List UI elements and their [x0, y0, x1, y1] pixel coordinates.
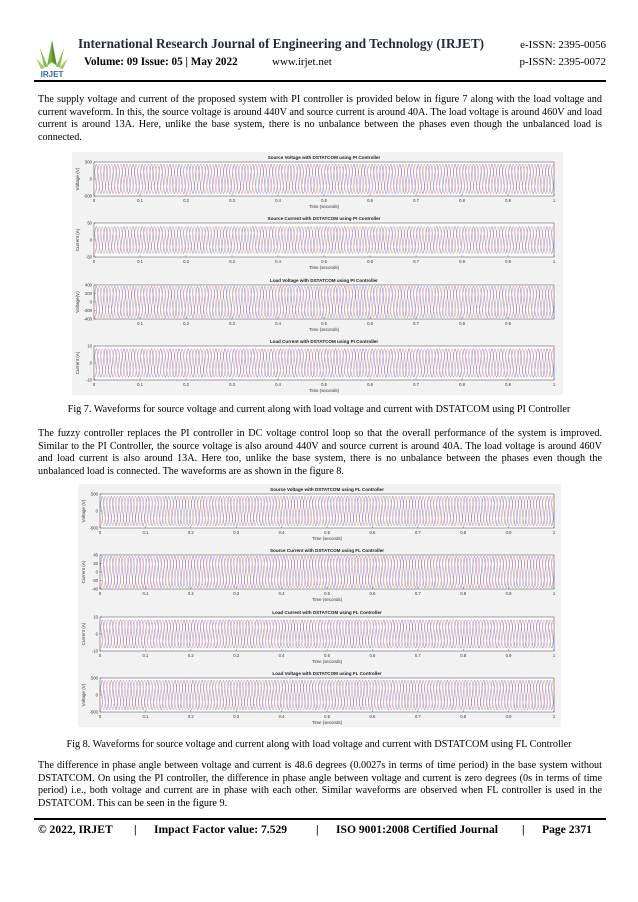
x-tick-label: 0.2	[183, 382, 189, 387]
x-tick-label: 1	[552, 653, 556, 658]
x-tick-label: 0.7	[413, 198, 419, 203]
x-tick-label: 0.5	[324, 714, 330, 719]
y-tick-label: -50	[85, 254, 92, 260]
x-tick-label: 0.9	[505, 591, 512, 596]
y-axis-label: Voltage (V)	[81, 683, 86, 707]
x-tick-label: 0.6	[369, 714, 376, 719]
y-tick-label: 0	[89, 176, 92, 182]
chart-title: Source Voltage with DSTATCOM using FL Controller	[270, 487, 384, 492]
x-axis-label: Time (seconds)	[308, 204, 340, 209]
y-tick-label: 0	[95, 631, 98, 637]
x-tick-label: 0.2	[183, 321, 189, 326]
x-tick-label: 0.3	[229, 198, 235, 203]
header-rule	[34, 80, 606, 82]
eissn: e-ISSN: 2395-0056	[520, 39, 606, 51]
x-tick-label: 0.3	[233, 714, 240, 719]
x-tick-label: 0.3	[233, 530, 240, 535]
x-tick-label: 0.6	[367, 382, 373, 387]
y-axis-label: Current (A)	[75, 228, 80, 252]
x-tick-label: 0.6	[369, 530, 376, 535]
x-tick-label: 0.4	[278, 714, 285, 719]
x-tick-label: 0.4	[275, 259, 281, 264]
y-tick-label: 0	[95, 508, 98, 514]
x-tick-label: 0.8	[459, 259, 465, 264]
x-tick-label: 0	[98, 591, 102, 596]
x-tick-label: 1	[552, 382, 556, 387]
chart-title: Load Current with DSTATCOM using FL Controller	[272, 610, 382, 615]
figure-8-plots	[78, 484, 561, 727]
y-tick-label: 0	[95, 692, 98, 698]
x-tick-label: 0.2	[187, 591, 194, 596]
x-tick-label: 0.5	[321, 259, 327, 264]
x-tick-label: 0.8	[460, 530, 467, 535]
chart-panel	[81, 548, 556, 602]
x-tick-label: 0.7	[414, 530, 421, 535]
x-tick-label: 0.6	[367, 321, 373, 326]
y-axis-label: Current (A)	[75, 351, 80, 375]
x-tick-label: 0.3	[233, 653, 240, 658]
x-axis-label: Time (seconds)	[311, 720, 343, 725]
x-tick-label: 1	[552, 530, 556, 535]
x-tick-label: 0.2	[187, 530, 194, 535]
y-tick-label: 500	[85, 159, 92, 165]
x-tick-label: 0.7	[414, 653, 421, 658]
y-tick-label: -500	[89, 709, 98, 715]
x-tick-label: 0.9	[505, 653, 512, 658]
paragraph-1: The supply voltage and current of the proposed system with PI controller is provided below in figure 7 along with the load voltage and current waveform. In this, the source voltage is around 440V and source current is around 40A. The load voltage is around 460V and load current is around 13A. Here, unlike the base system, there is no unbalance between the phases even though the unbalanced load is connected.	[38, 94, 602, 143]
x-tick-label: 0.8	[460, 591, 467, 596]
y-tick-label: -10	[85, 377, 92, 383]
footer-rule	[34, 818, 606, 820]
y-tick-label: -500	[89, 525, 98, 531]
x-tick-label: 0.1	[142, 653, 149, 658]
x-tick-label: 0.3	[229, 259, 235, 264]
y-tick-label: 200	[85, 291, 92, 296]
x-tick-label: 0.5	[324, 653, 330, 658]
x-tick-label: 1	[552, 714, 556, 719]
footer-separator: |	[316, 823, 319, 836]
x-tick-label: 0	[98, 530, 102, 535]
footer-copyright: © 2022, IRJET	[38, 823, 113, 836]
x-tick-label: 0.5	[324, 530, 330, 535]
x-tick-label: 0.4	[278, 653, 285, 658]
paragraph-2: The fuzzy controller replaces the PI controller in DC voltage control loop so that the overall performance of the system is improved. Similar to the PI Controller, the source voltage is also around 440V and source current is around 40A. The load voltage is around 460V and load current is also around 13A. Here too, unlike the base system, there is no unbalance between the phases even though the unbalanced load is connected. The waveforms are as shown in the figure 8.	[38, 428, 602, 477]
footer-separator: |	[134, 823, 137, 836]
y-axis-label: Voltage (V)	[75, 167, 80, 191]
x-tick-label: 0.8	[460, 714, 467, 719]
y-tick-label: 400	[85, 282, 92, 288]
x-tick-label: 0.9	[505, 259, 511, 264]
journal-website[interactable]: www.irjet.net	[272, 56, 332, 68]
figure-8	[78, 484, 561, 727]
pissn: p-ISSN: 2395-0072	[519, 56, 606, 68]
x-tick-label: 0.5	[321, 321, 327, 326]
chart-panel	[75, 216, 556, 270]
figure-7-plots	[72, 152, 563, 395]
logo-text: IRJET	[40, 70, 64, 78]
footer-page-number: Page 2371	[542, 823, 592, 836]
y-tick-label: -10	[91, 648, 98, 654]
chart-panel	[75, 339, 556, 393]
chart-title: Load Current with DSTATCOM using PI Controller	[269, 339, 379, 344]
chart-panel	[75, 278, 554, 332]
chart-title: Source Voltage with DSTATCOM using PI Controller	[267, 155, 381, 160]
x-tick-label: 1	[552, 591, 556, 596]
chart-title: Source Current with DSTATCOM using FL Controller	[269, 548, 385, 553]
y-tick-label: 0	[95, 569, 98, 575]
y-tick-label: -20	[91, 578, 98, 583]
y-tick-label: 10	[87, 343, 92, 349]
x-tick-label: 0.8	[459, 382, 465, 387]
x-tick-label: 0.1	[137, 321, 143, 326]
x-tick-label: 0.2	[187, 714, 194, 719]
y-tick-label: -200	[83, 308, 92, 313]
x-tick-label: 0.4	[275, 198, 281, 203]
journal-header	[34, 36, 606, 78]
x-tick-label: 0	[98, 714, 102, 719]
volume-issue: Volume: 09 Issue: 05 | May 2022	[84, 56, 238, 68]
x-tick-label: 0.7	[413, 259, 419, 264]
footer-separator: |	[522, 823, 525, 836]
x-tick-label: 0.5	[321, 382, 327, 387]
paragraph-3: The difference in phase angle between voltage and current is 48.6 degrees (0.0027s in terms of time period) in the base system without DSTATCOM. On using the PI controller, the difference in phase angle between voltage and current is zero degrees (0s in terms of time period) i.e., both voltage and current are in phase with each other. Similar waveforms are observed when FL controller is used in the DSTATCOM. This can be seen in the figure 9.	[38, 760, 602, 809]
x-tick-label: 0.7	[414, 591, 421, 596]
x-tick-label: 0.7	[414, 714, 421, 719]
x-tick-label: 0.9	[505, 530, 512, 535]
x-axis-label: Time (seconds)	[311, 659, 343, 664]
chart-title: Source Current with DSTATCOM using PI Controller	[267, 216, 381, 221]
x-tick-label: 0.1	[142, 714, 149, 719]
x-tick-label: 0.8	[460, 653, 467, 658]
x-tick-label: 0.7	[413, 321, 419, 326]
x-tick-label: 0	[92, 382, 96, 387]
footer-impact-factor: Impact Factor value: 7.529	[154, 823, 288, 836]
chart-panel	[75, 155, 556, 209]
x-tick-label: 0.4	[278, 530, 285, 535]
x-tick-label: 0.6	[367, 198, 373, 203]
irjet-logo-icon	[34, 36, 70, 78]
x-tick-label: 0.3	[233, 591, 240, 596]
x-tick-label: 0	[92, 198, 96, 203]
y-tick-label: 50	[87, 220, 92, 226]
x-tick-label: 0.2	[183, 259, 189, 264]
chart-title: Load Voltage with DSTATCOM using FL Controller	[272, 671, 382, 676]
x-tick-label: 0.9	[505, 321, 511, 326]
y-axis-label: Voltage(V)	[75, 291, 80, 313]
x-tick-label: 0.6	[369, 653, 376, 658]
y-tick-label: 0	[89, 237, 92, 243]
x-tick-label: 0	[98, 653, 102, 658]
x-tick-label: 0.9	[505, 382, 511, 387]
x-tick-label: 0.8	[459, 321, 465, 326]
chart-panel	[81, 487, 556, 541]
x-tick-label: 0.9	[505, 198, 511, 203]
x-axis-label: Time (seconds)	[308, 388, 340, 393]
chart-title: Load Voltage with DSTATCOM using PI Controller	[270, 278, 378, 283]
x-tick-label: 0.1	[137, 382, 143, 387]
y-tick-label: 500	[91, 491, 98, 497]
x-tick-label: 0.8	[459, 198, 465, 203]
x-tick-label: 0.2	[187, 653, 194, 658]
x-axis-label: Time (seconds)	[311, 597, 343, 602]
x-tick-label: 0	[92, 259, 96, 264]
y-tick-label: 0	[89, 299, 92, 305]
y-tick-label: 0	[89, 360, 92, 366]
x-tick-label: 0.3	[229, 321, 235, 326]
x-tick-label: 0.4	[278, 591, 285, 596]
x-tick-label: 0.2	[183, 198, 189, 203]
figure-7-caption: Fig 7. Waveforms for source voltage and current along with load voltage and current with DSTATCOM using PI Controller	[67, 404, 571, 415]
y-tick-label: -40	[91, 586, 98, 592]
y-axis-label: Current (A)	[81, 560, 86, 584]
chart-panel	[81, 671, 556, 725]
y-axis-label: Current (A)	[81, 622, 86, 646]
x-tick-label: 0.5	[324, 591, 330, 596]
figure-7	[72, 152, 563, 395]
x-tick-label: 0.3	[229, 382, 235, 387]
figure-8-caption: Fig 8. Waveforms for source voltage and current along with load voltage and current with DSTATCOM using FL Controller	[66, 739, 572, 750]
x-axis-label: Time (seconds)	[308, 327, 340, 332]
x-tick-label: 0.7	[413, 382, 419, 387]
y-axis-label: Voltage (V)	[81, 499, 86, 523]
x-tick-label: 0.1	[137, 259, 143, 264]
journal-title: International Research Journal of Engineering and Technology (IRJET)	[78, 36, 485, 51]
x-tick-label: 1	[552, 198, 556, 203]
x-tick-label: 0.1	[137, 198, 143, 203]
x-tick-label: 0.5	[321, 198, 327, 203]
y-tick-label: -500	[83, 193, 92, 199]
y-tick-label: 20	[93, 561, 98, 566]
footer-iso: ISO 9001:2008 Certified Journal	[336, 823, 498, 836]
x-axis-label: Time (seconds)	[311, 536, 343, 541]
x-tick-label: 0.1	[142, 530, 149, 535]
chart-panel	[81, 610, 556, 664]
y-tick-label: 500	[91, 675, 98, 681]
x-tick-label: 0.6	[367, 259, 373, 264]
x-tick-label: 1	[552, 259, 556, 264]
y-tick-label: 10	[93, 614, 98, 620]
x-tick-label: 0.6	[369, 591, 376, 596]
x-axis-label: Time (seconds)	[308, 265, 340, 270]
x-tick-label: 0.4	[275, 321, 281, 326]
y-tick-label: -400	[83, 316, 92, 322]
x-tick-label: 0.4	[275, 382, 281, 387]
x-tick-label: 0.1	[142, 591, 149, 596]
x-tick-label: 0.9	[505, 714, 512, 719]
y-tick-label: 40	[93, 552, 98, 558]
